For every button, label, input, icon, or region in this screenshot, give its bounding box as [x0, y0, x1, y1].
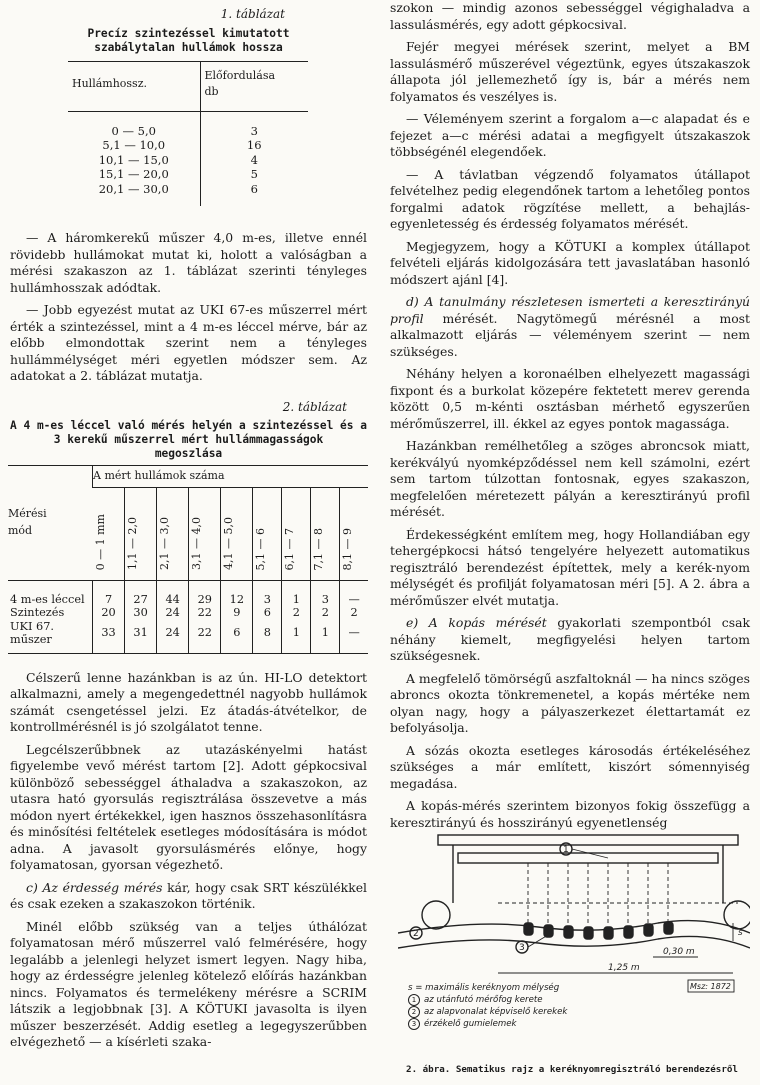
figure-wheel-rut-recorder — [398, 823, 750, 1063]
table2-col-header: 4,1 — 5,0 — [221, 487, 253, 580]
table2-number: 2. táblázat — [282, 399, 347, 414]
table2-col-header: 3,1 — 4,0 — [189, 487, 221, 580]
legend-text-2: az alapvonalat képviselő kerekek — [424, 1007, 568, 1017]
table2-cell: 9 — [221, 606, 253, 620]
base-wheel-left — [422, 901, 450, 929]
table1-title — [10, 27, 367, 55]
table2-mode: Szintezés — [10, 606, 65, 619]
legend-s: s = maximális keréknyom mélység — [408, 983, 560, 993]
table2-cell: 2 — [340, 606, 368, 620]
paragraph: — Jobb egyezést mutat az UKI 67-es műszerrel mért érték a szintezéssel, mint a 4 m-es léccel mérve, bár az előbb elmondottak szerint nem a tényleges hullámmélységet méri egyetlen módszer sem. Az adatokat a 2. táblázat mutatja. — [10, 302, 367, 383]
table2-cell: 1 — [311, 620, 340, 654]
table2-cell: 7 — [93, 580, 125, 606]
table2-cell: 1 — [282, 620, 311, 654]
table2-title-line1: A 4 m-es léccel való mérés helyén a szintezéssel és a — [10, 419, 367, 432]
table2-mode-header-line1: Mérési — [8, 507, 47, 521]
table1-range: 0 — 5,0 — [111, 123, 156, 138]
table2-cell: 29 — [189, 580, 221, 606]
table2-cell: 31 — [125, 620, 157, 654]
paragraph-text: gyakorlati szempontból csak néhány kiemelt, megfigyelési helyen tartom szükségesnek. — [390, 615, 750, 663]
paragraph: Célszerű lenne hazánkban is az ún. HI-LO detektort alkalmazni, amely a megengedettnél nagyobb hullámok számát csengetéssel jelzi. Ez átadás-átvételkor, de kontrollmérésnél is jó szolgálatot tenne. — [10, 669, 367, 734]
paragraph-text: kár, hogy csak SRT készülékkel és csak ezeken a szakaszokon történik. — [10, 879, 367, 911]
table2-group-header: A mért hullámok száma — [93, 466, 369, 488]
table-row — [8, 580, 368, 606]
label-1: 1 — [563, 845, 569, 855]
table2-mode: 4 m-es léccel — [8, 580, 93, 606]
table-row — [8, 620, 368, 654]
figure-caption: 2. ábra. Sematikus rajz a keréknyomregisztráló berendezésről — [406, 1064, 738, 1075]
table2 — [8, 465, 368, 654]
table1-col-count-line2: db — [204, 85, 219, 98]
table1-title-line1: Precíz szintezéssel kimutatott — [87, 26, 290, 40]
table2-cell: 2 — [311, 606, 340, 620]
label-3: 3 — [519, 943, 525, 953]
table1-range: 15,1 — 20,0 — [98, 167, 169, 181]
table1-title-line2: szabálytalan hullámok hossza — [94, 40, 283, 54]
table2-col-header: 5,1 — 6 — [253, 487, 282, 580]
table2-col-header: 0 — 1 mm — [93, 487, 125, 580]
legend-num-2: 2 — [408, 1006, 420, 1018]
legend-item-1 — [408, 994, 567, 1006]
paragraph — [390, 615, 750, 665]
table2-cell: 22 — [189, 606, 221, 620]
table2-cell: 2 — [282, 606, 311, 620]
table1-count: 16 — [200, 138, 308, 153]
right-column — [390, 0, 750, 831]
table1-number: 1. táblázat — [220, 7, 285, 21]
paragraph: — A távlatban végzendő folyamatos útállapot felvételhez pedig elegendőnek tartom a lehetőleg pontos forgalmi adatok rögzítése mellett, a behajlás-egyenletesség és érdesség folyamatos mérését. — [390, 166, 750, 231]
table2-cell: 20 — [93, 606, 125, 620]
table2-cell: 1 — [282, 580, 311, 606]
legend-item-3 — [408, 1018, 567, 1030]
paragraph: Fejér megyei mérések szerint, melyet a BM lassulásmérő műszerével végeztünk, egyes útszakaszok állapota jól jellemezhető így is, bár a mérés nem folyamatos és veszélyes is. — [390, 39, 750, 104]
table2-cell: 24 — [157, 606, 189, 620]
table1 — [68, 61, 308, 207]
table2-cell: 22 — [189, 620, 221, 654]
table2-cell: 30 — [125, 606, 157, 620]
label-2: 2 — [413, 929, 419, 939]
paragraph: Legcélszerűbbnek az utazáskényelmi hatást figyelembe vevő mérést tartom [2]. Adott gépkocsival különböző sebességgel áthaladva a szakaszokon, az utasra ható gyorsulás regisztrálása összevetve a más módon nyert értékekkel, igen hasznos összehasonlításra és minősítési feltételek esetleges módosítására is módot adna. A javasolt gyorsulásmérés előnye, hogy folyamatosan, gyorsan végezhető. — [10, 741, 367, 872]
paragraph: Minél előbb szükség van a teljes úthálózat folyamatosan mérő műszerrel való felmérésére, hogy legalább a jelenlegi helyzet ismert legyen. Nagy hiba, hogy az érdességre jelenleg kötelező előírás hazánkban nincs. Folyamatos és termelékeny mérésre a SCRIM látszik a legjobbnak [3]. A KÖTUKI javasolta is ilyen műszer beszerzését. Addig esetleg a legegyszerűbben elvégezhető — a kísérleti szaka- — [10, 918, 367, 1049]
legend-num-3: 3 — [408, 1018, 420, 1030]
table-row — [8, 606, 368, 620]
table1-range: 5,1 — 10,0 — [102, 138, 166, 152]
table2-cell: 6 — [253, 606, 282, 620]
table2-cell: 6 — [221, 620, 253, 654]
paragraph-lead: e) A kopás mérését — [406, 615, 547, 630]
table1-range: 20,1 — 30,0 — [98, 181, 169, 196]
paragraph: A megfelelő tömörségű aszfaltoknál — ha nincs szöges abroncs okozta tönkremenetel, a kopás mértéke nem olyan nagy, hogy a pályaszerkezet élettartamát ez befolyásolja. — [390, 670, 750, 735]
paragraph-lead: d) A tanulmány részletesen ismerteti a keresztirányú profil — [390, 294, 750, 326]
paragraph: Néhány helyen a koronaélben elhelyezett magassági fixpont és a burkolat közepére fektetett merev gerenda között 0,5 m-kénti osztásban mérhető egyszerűen mérőműszerrel, ill. ékkel az egyes pontok magassága. — [390, 366, 750, 431]
road-lower — [398, 936, 750, 948]
table2-cell: — — [340, 620, 368, 654]
dimension-label-2: 0,30 m — [663, 947, 695, 957]
table2-cell: 12 — [221, 580, 253, 606]
table-row — [68, 182, 308, 207]
table1-range: 10,1 — 15,0 — [98, 152, 169, 167]
frame-top — [438, 835, 738, 845]
left-column — [10, 0, 367, 1051]
legend-text-3: érzékelő gumielemek — [424, 1019, 517, 1029]
table1-col-count — [200, 61, 308, 111]
table2-cell: 3 — [311, 580, 340, 606]
table-row — [68, 111, 308, 138]
paragraph: Megjegyzem, hogy a KÖTUKI a komplex útállapot felvételi eljárás kidolgozására tett javaslatában hasonló módszert ajánl [4]. — [390, 238, 750, 287]
legend-text-1: az utánfutó mérőfog kerete — [424, 995, 543, 1005]
table2-cell: 27 — [125, 580, 157, 606]
table2-col-header: 8,1 — 9 — [340, 487, 368, 580]
figure-legend — [408, 983, 567, 1030]
frame-bar — [458, 853, 718, 863]
table2-cell: 8 — [253, 620, 282, 654]
table1-col-count-line1: Előfordulása — [204, 68, 276, 82]
legend-item-2 — [408, 1006, 567, 1018]
table2-col-header: 1,1 — 2,0 — [125, 487, 157, 580]
table1-count: 4 — [200, 153, 308, 168]
table2-cell: 44 — [157, 580, 189, 606]
table2-mode: UKI 67. műszer — [8, 620, 93, 654]
paragraph-lead: c) Az érdesség mérés — [26, 879, 163, 895]
paragraph: Érdekességként említem meg, hogy Hollandiában egy tehergépkocsi hátsó tengelyére helyezett automatikus regisztráló berendezést építettek, mely a kerék-nyom mélységét és profilját folyamatosan méri [5]. A 2. ábra a mérőműszer elvét mutatja. — [390, 526, 750, 608]
table-row — [68, 167, 308, 182]
paragraph: A sózás okozta esetleges károsodás értékeléséhez szükséges a már említett, kiszórt sómennyiség megadása. — [390, 742, 750, 791]
table1-count: 6 — [200, 182, 308, 207]
table2-cell: — — [340, 580, 368, 606]
paragraph — [390, 294, 750, 360]
table1-col-length: Hullámhossz. — [68, 61, 200, 111]
table2-title-line3: megoszlása — [154, 447, 223, 460]
table2-title-line2: 3 kerekű műszerrel mért hullámmagasságok — [53, 433, 324, 446]
road-surface — [398, 921, 750, 933]
table2-mode-header — [8, 466, 93, 581]
table2-cell: 24 — [157, 620, 189, 654]
table1-count: 5 — [200, 167, 308, 182]
paragraph: szokon — mindig azonos sebességgel végighaladva a lassulásmérés, egy adott gépkocsival. — [390, 0, 750, 32]
table2-col-header: 2,1 — 3,0 — [157, 487, 189, 580]
table-row — [68, 153, 308, 168]
table2-col-header: 7,1 — 8 — [311, 487, 340, 580]
paragraph-text: mérését. Nagytömegű mérésnél a most alkalmazott eljárás — véleményem szerint — nem szükséges. — [390, 310, 750, 359]
dimension-label-1: 1,25 m — [608, 963, 640, 973]
dimension-label-s: s — [738, 928, 743, 938]
paragraph: A kopás-mérés szerintem bizonyos fokig összefügg a keresztirányú és hosszirányú egyenetlenség — [390, 798, 750, 830]
paragraph: — A háromkerekű műszer 4,0 m-es, illetve ennél rövidebb hullámokat mutat ki, holott a valóságban a mérési szakaszon az 1. táblázat szerinti tényleges hullámhosszak adódtak. — [10, 230, 367, 295]
paragraph: — Véleményem szerint a forgalom a—c alapadat és e fejezet a—c mérési adatai a megfigyelt útszakaszok többségénél elegendőek. — [390, 111, 750, 159]
dashed-guides — [498, 863, 738, 923]
legend-num-1: 1 — [408, 994, 420, 1006]
table1-count: 3 — [200, 111, 308, 138]
paragraph: Hazánkban remélhetőleg a szöges abroncsok miatt, kerékvályú nyomképződéssel nem kell számolni, ezért sem tartom túlzottan fontosnak, egyes szakaszon, megfelelően méretezett pályán a keresztirányú profil mérését. — [390, 438, 750, 519]
paragraph — [10, 880, 367, 913]
table2-mode-header-line2: mód — [8, 523, 33, 537]
table2-cell: 33 — [93, 620, 125, 654]
figure-code: Msz: 1872 — [690, 982, 731, 991]
table2-col-header: 6,1 — 7 — [282, 487, 311, 580]
table2-title — [10, 419, 367, 461]
table-row — [68, 138, 308, 153]
table2-cell: 3 — [253, 580, 282, 606]
